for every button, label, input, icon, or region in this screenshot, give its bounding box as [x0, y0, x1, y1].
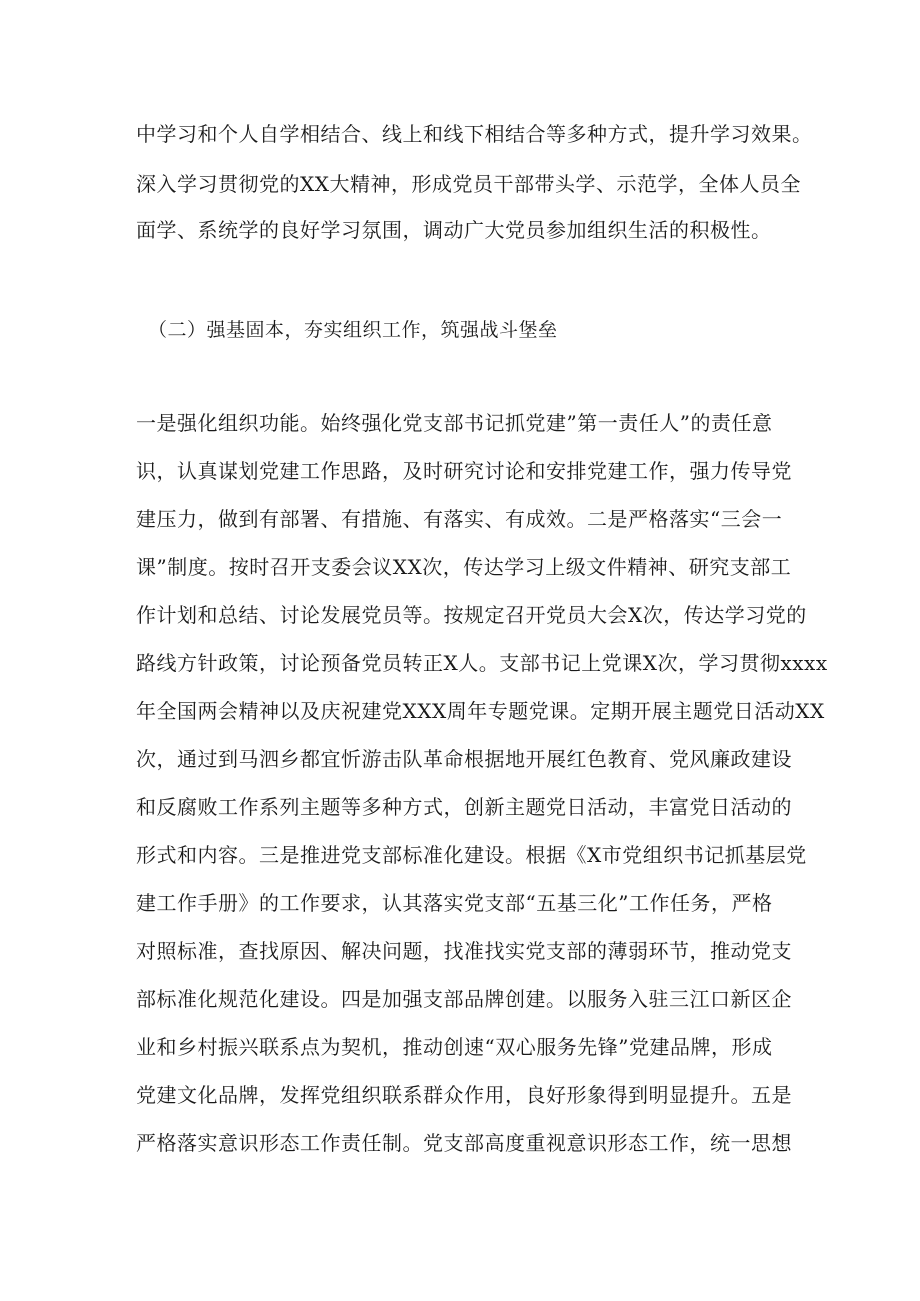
paragraph-1-line-2: 深入学习贯彻党的XX大精神，形成党员干部带头学、示范学，全体人员全 — [136, 172, 801, 196]
paragraph-2-line-16: 严格落实意识形态工作责任制。党支部高度重视意识形态工作，统一思想 — [136, 1131, 792, 1155]
paragraph-2-line-10: 形式和内容。三是推进党支部标准化建设。根据《X市党组织书记抓基层党 — [136, 843, 807, 867]
paragraph-2-line-11: 建工作手册》的工作要求，认其落实党支部“五基三化”工作任务，严格 — [136, 891, 773, 915]
paragraph-2-line-3: 建压力，做到有部署、有措施、有落实、有成效。二是严格落实“三会一 — [136, 507, 783, 531]
paragraph-2-line-13: 部标准化规范化建设。四是加强支部品牌创建。以服务入驻三江口新区企 — [136, 987, 792, 1011]
paragraph-2-line-9: 和反腐败工作系列主题等多种方式，创新主题党日活动，丰富党日活动的 — [136, 795, 792, 819]
paragraph-2-line-5: 作计划和总结、讨论发展党员等。按规定召开党员大会X次，传达学习党的 — [136, 603, 807, 627]
paragraph-2-line-14: 业和乡村振兴联系点为契机，推动创速“双心服务先锋”党建品牌，形成 — [136, 1035, 773, 1059]
paragraph-2-line-15: 党建文化品牌，发挥党组织联系群众作用，良好形象得到明显提升。五是 — [136, 1083, 792, 1107]
paragraph-1-line-1: 中学习和个人自学相结合、线上和线下相结合等多种方式，提升学习效果。 — [136, 122, 813, 146]
paragraph-1-line-3: 面学、系统学的良好学习氛围，调动广大党员参加组织生活的积极性。 — [136, 218, 772, 242]
paragraph-2-line-7: 年全国两会精神以及庆祝建党XXX周年专题党课。定期开展主题党日活动XX — [136, 699, 825, 723]
paragraph-2-line-4: 课”制度。按时召开支委会议XX次，传达学习上级文件精神、研究支部工 — [136, 555, 792, 579]
paragraph-2-line-6: 路线方针政策，讨论预备党员转正X人。支部书记上党课X次，学习贯彻xxxx — [136, 651, 828, 675]
section-heading: （二）强基固本，夯实组织工作，筑强战斗堡垒 — [148, 319, 558, 341]
paragraph-2-line-1: 一是强化组织功能。始终强化党支部书记抓党建”第一责任人”的责任意 — [136, 411, 773, 435]
paragraph-2-line-12: 对照标准，查找原因、解决问题，找准找实党支部的薄弱环节，推动党支 — [136, 939, 792, 963]
paragraph-2-line-2: 识，认真谋划党建工作思路，及时研究讨论和安排党建工作，强力传导党 — [136, 459, 792, 483]
paragraph-2-line-8: 次，通过到马泗乡都宜忻游击队革命根据地开展红色教育、党风廉政建设 — [136, 747, 792, 771]
